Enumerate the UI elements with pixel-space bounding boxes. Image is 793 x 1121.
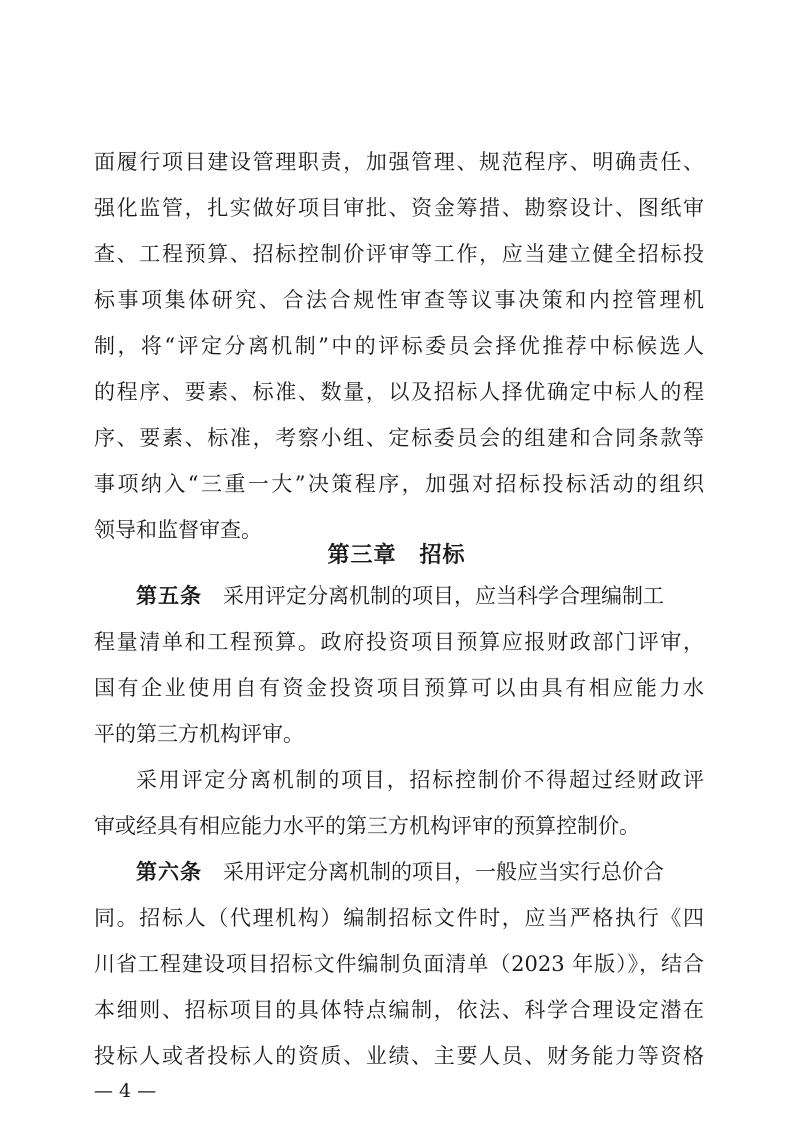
paragraph-line: 程量清单和工程预算。政府投资项目预算应报财政部门评审， <box>94 630 704 654</box>
paragraph-line: 同。招标人（代理机构）编制招标文件时，应当严格执行《四 <box>94 906 704 930</box>
paragraph-line: 标事项集体研究、合法合规性审查等议事决策和内控管理机 <box>94 288 704 312</box>
page-number: — 4 — <box>94 1080 157 1102</box>
paragraph-line: 事项纳入“三重一大”决策程序，加强对招标投标活动的组织 <box>94 472 704 496</box>
paragraph-line: 制，将“评定分离机制”中的评标委员会择优推荐中标候选人 <box>94 334 704 358</box>
article-text: 采用评定分离机制的项目，一般应当实行总价合 <box>202 860 664 884</box>
article-text: 采用评定分离机制的项目，应当科学合理编制工 <box>202 584 664 608</box>
paragraph-line: 领导和监督审查。 <box>94 518 262 542</box>
paragraph-line: 审或经具有相应能力水平的第三方机构评审的预算控制价。 <box>94 814 640 838</box>
paragraph-line: 面履行项目建设管理职责，加强管理、规范程序、明确责任、 <box>94 150 704 174</box>
paragraph-line: 的程序、要素、标准、数量，以及招标人择优确定中标人的程 <box>94 380 704 404</box>
paragraph-line: 国有企业使用自有资金投资项目预算可以由具有相应能力水 <box>94 676 704 700</box>
chapter-heading: 第三章 招标 <box>327 543 466 568</box>
paragraph-line: 序、要素、标准，考察小组、定标委员会的组建和合同条款等 <box>94 426 704 450</box>
paragraph-line: 本细则、招标项目的具体特点编制，依法、科学合理设定潜在 <box>94 998 704 1022</box>
paragraph-line: 投标人或者投标人的资质、业绩、主要人员、财务能力等资格 <box>94 1044 704 1068</box>
paragraph-line: 川省工程建设项目招标文件编制负面清单（2023 年版）》，结合 <box>94 952 704 976</box>
paragraph-line: 采用评定分离机制的项目，招标控制价不得超过经财政评 <box>136 768 704 792</box>
article-first-line <box>136 576 704 616</box>
paragraph-line: 强化监管，扎实做好项目审批、资金筹措、勘察设计、图纸审 <box>94 196 704 220</box>
article-label: 第六条 <box>136 860 202 884</box>
paragraph-line: 查、工程预算、招标控制价评审等工作，应当建立健全招标投 <box>94 242 704 266</box>
article-first-line <box>136 852 704 892</box>
article-label: 第五条 <box>136 584 202 608</box>
paragraph-line: 平的第三方机构评审。 <box>94 722 304 746</box>
